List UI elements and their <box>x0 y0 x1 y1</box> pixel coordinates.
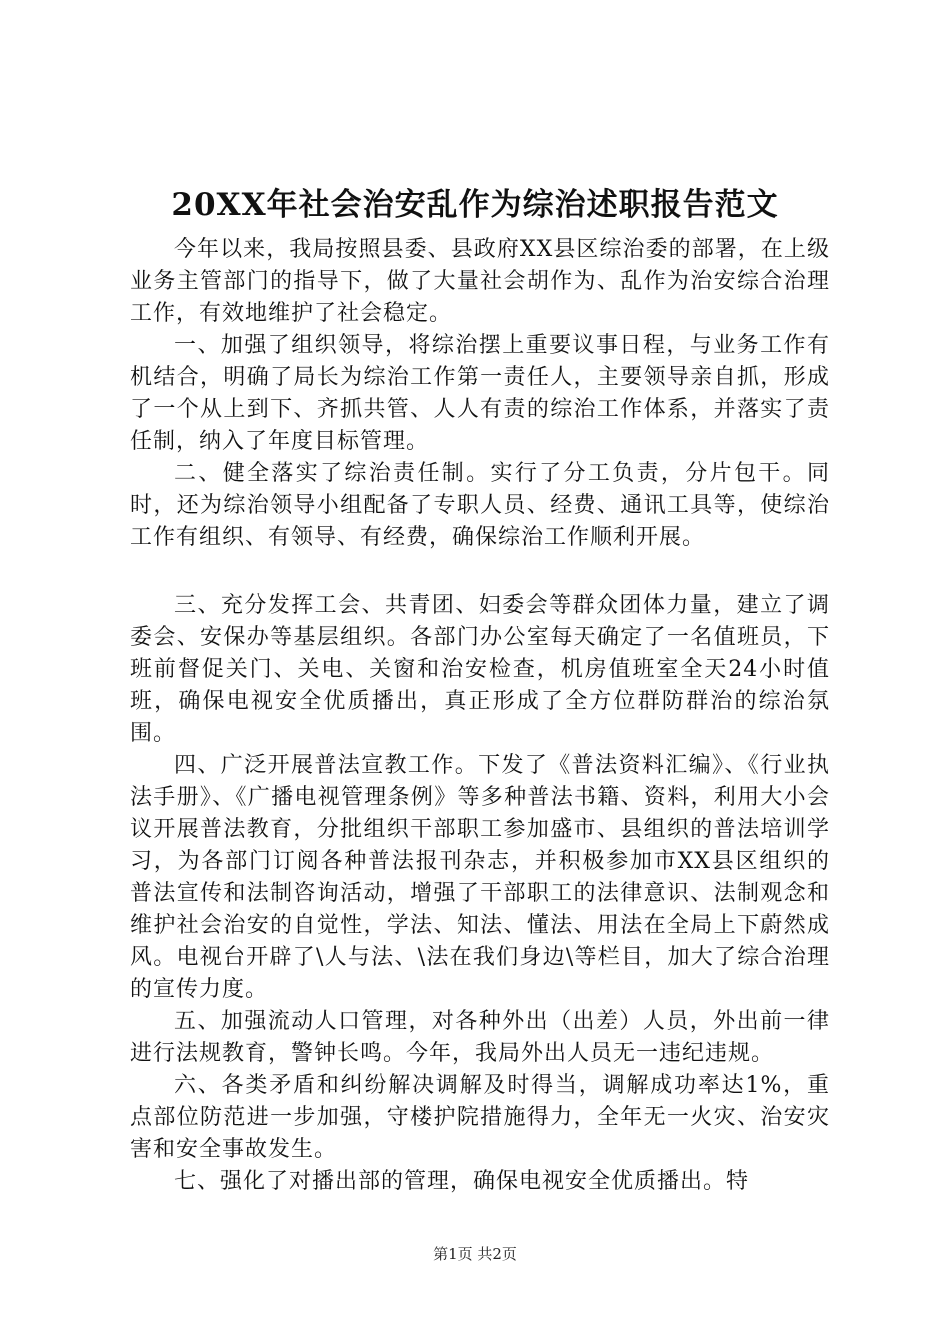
paragraph-intro: 今年以来，我局按照县委、县政府XX县区综治委的部署，在上级业务主管部门的指导下，做了大量社会胡作为、乱作为治安综合治理工作，有效地维护了社会稳定。 <box>130 237 830 326</box>
paragraph-5: 五、加强流动人口管理，对各种外出（出差）人员，外出前一律进行法规教育，警钟长鸣。今年，我局外出人员无一违纪违规。 <box>130 1009 830 1066</box>
paragraph-7: 七、强化了对播出部的管理，确保电视安全优质播出。特 <box>174 1169 750 1194</box>
paragraph-2: 二、健全落实了综治责任制。实行了分工负责，分片包干。同时，还为综治领导小组配备了专职人员、经费、通讯工具等，使综治工作有组织、有领导、有经费，确保综治工作顺利开展。 <box>130 461 830 550</box>
document-body <box>130 234 830 1198</box>
paragraph-6: 六、各类矛盾和纠纷解决调解及时得当，调解成功率达1%，重点部位防范进一步加强，守楼护院措施得力，全年无一火灾、治安灾害和安全事故发生。 <box>130 1073 830 1162</box>
document-title: 20XX年社会治安乱作为综治述职报告范文 <box>171 187 779 223</box>
paragraph-1: 一、加强了组织领导，将综治摆上重要议事日程，与业务工作有机结合，明确了局长为综治工作第一责任人，主要领导亲自抓，形成了一个从上到下、齐抓共管、人人有责的综治工作体系，并落实了责任制，纳入了年度目标管理。 <box>130 333 830 454</box>
paragraph-3: 三、充分发挥工会、共青团、妇委会等群众团体力量，建立了调委会、安保办等基层组织。各部门办公室每天确定了一名值班员，下班前督促关门、关电、关窗和治安检查，机房值班室全天24小时值班，确保电视安全优质播出，真正形成了全方位群防群治的综治氛围。 <box>130 593 830 746</box>
paragraph-4: 四、广泛开展普法宣教工作。下发了《普法资料汇编》、《行业执法手册》、《广播电视管理条例》等多种普法书籍、资料，利用大小会议开展普法教育，分批组织干部职工参加盛市、县组织的普法培训学习，为各部门订阅各种普法报刊杂志，并积极参加市XX县区组织的普法宣传和法制咨询活动，增强了干部职工的法律意识、法制观念和维护社会治安的自觉性，学法、知法、懂法、用法在全局上下蔚然成风。电视台开辟了\人与法、\法在我们身边\等栏目，加大了综合治理的宣传力度。 <box>130 753 830 1002</box>
page-footer: 第1页 共2页 <box>433 1245 517 1263</box>
